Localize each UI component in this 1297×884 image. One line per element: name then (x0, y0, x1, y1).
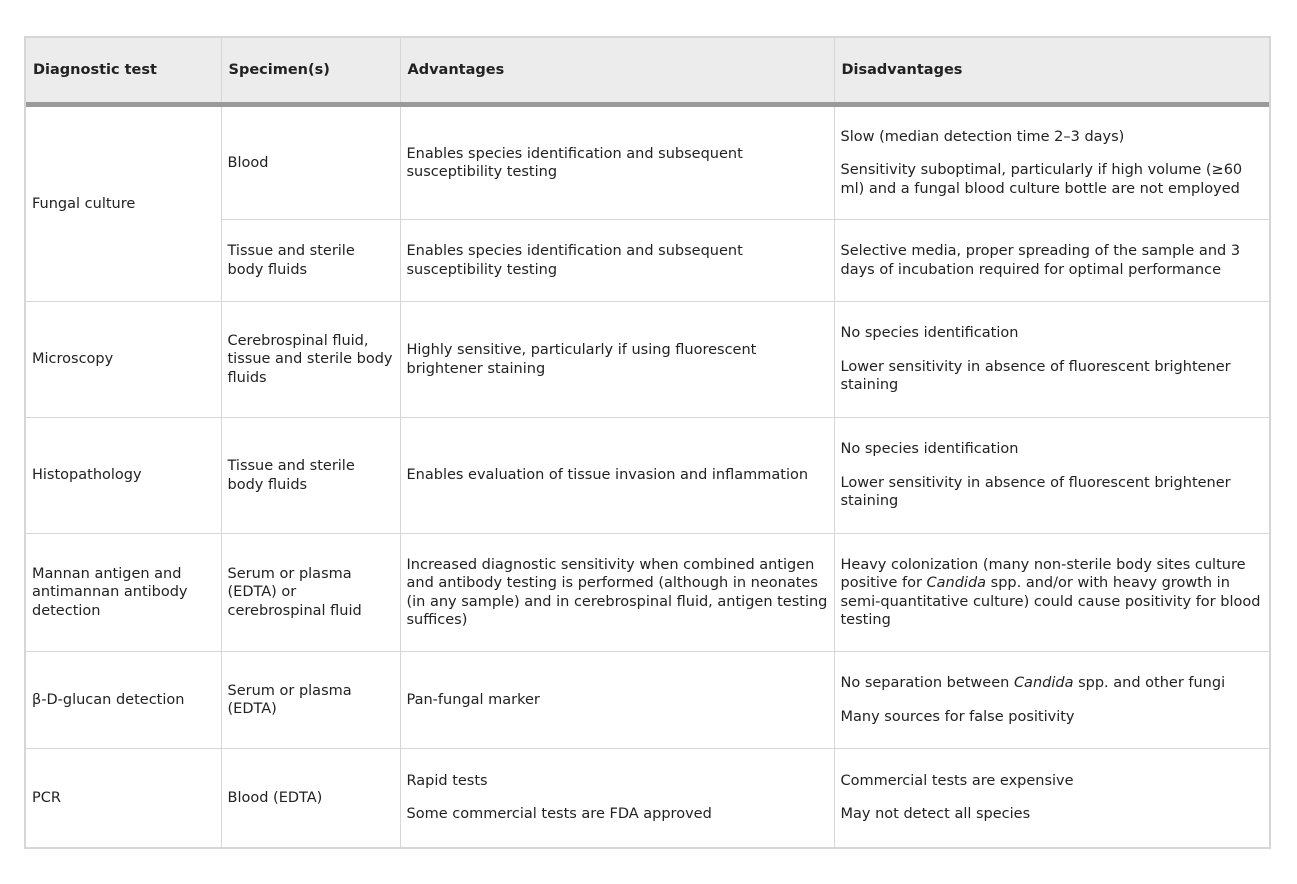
disadvantage-item: Sensitivity suboptimal, particularly if high volume (≥60 ml) and a fungal blood culture bottle are not employed (840, 162, 1243, 197)
test-cell: Microscopy (26, 302, 221, 418)
text-span: spp. and other fungi (1073, 675, 1226, 691)
specimen-cell: Serum or plasma (EDTA) or cerebrospinal fluid (221, 534, 400, 652)
table-row (26, 534, 1269, 652)
advantages-cell: Enables species identification and subsequent susceptibility testing (400, 220, 834, 302)
test-cell: PCR (26, 749, 221, 847)
advantage-item: Rapid tests (406, 772, 488, 789)
advantage-item: Some commercial tests are FDA approved (406, 806, 712, 823)
disadvantages-cell: Selective media, proper spreading of the sample and 3 days of incubation required for optimal performance (834, 220, 1269, 302)
disadvantage-item: Lower sensitivity in absence of fluorescent brightener staining (840, 474, 1231, 510)
text-span: Heavy colonization (many non-sterile body sites culture positive for (840, 556, 1246, 591)
disadvantage-item: No species identification (840, 325, 1019, 342)
table-row (26, 105, 1269, 220)
test-cell: Fungal culture (26, 105, 221, 302)
disadvantage-item: Many sources for false positivity (840, 708, 1075, 725)
header-disadvantages: Disadvantages (834, 38, 1269, 105)
specimen-cell: Cerebrospinal fluid, tissue and sterile body fluids (221, 302, 400, 418)
diagnostic-table-container (24, 36, 1271, 849)
disadvantages-cell (834, 534, 1269, 652)
test-cell: Histopathology (26, 418, 221, 534)
advantages-cell: Pan-fungal marker (400, 652, 834, 749)
header-specimens: Specimen(s) (221, 38, 400, 105)
specimen-cell: Blood (221, 105, 400, 220)
disadvantage-item: No species identification (840, 441, 1019, 458)
disadvantage-item: Slow (median detection time 2–3 days) (840, 128, 1125, 145)
header-diagnostic-test: Diagnostic test (26, 38, 221, 105)
advantages-cell: Highly sensitive, particularly if using fluorescent brightener staining (400, 302, 834, 418)
disadvantage-item: Commercial tests are expensive (840, 772, 1074, 789)
specimen-cell: Tissue and sterile body fluids (221, 418, 400, 534)
advantages-cell (400, 749, 834, 847)
text-span: spp. and/or with heavy growth in semi-quantitative culture) could cause positivity for blood testing (840, 575, 1261, 628)
table-row (26, 749, 1269, 847)
italic-genus: Candida (926, 575, 987, 591)
table-row (26, 418, 1269, 534)
header-advantages: Advantages (400, 38, 834, 105)
disadvantage-item (841, 674, 1264, 693)
text-span: No separation between (840, 675, 1014, 691)
disadvantages-cell (834, 652, 1269, 749)
test-cell: Mannan antigen and antimannan antibody detection (26, 534, 221, 652)
disadvantages-cell (834, 302, 1269, 418)
italic-genus: Candida (1013, 675, 1074, 691)
test-cell: β-D-glucan detection (26, 652, 221, 749)
advantages-cell: Enables evaluation of tissue invasion and inflammation (400, 418, 834, 534)
table-row (26, 652, 1269, 749)
table-header-row (26, 38, 1269, 105)
disadvantages-cell (834, 749, 1269, 847)
disadvantage-item: May not detect all species (840, 806, 1031, 823)
diagnostic-tests-table (26, 38, 1269, 847)
specimen-cell: Blood (EDTA) (221, 749, 400, 847)
advantages-cell: Enables species identification and subsequent susceptibility testing (400, 105, 834, 220)
specimen-cell: Tissue and sterile body fluids (221, 220, 400, 302)
advantages-cell: Increased diagnostic sensitivity when combined antigen and antibody testing is performed (although in neonates (in any sample) and in cerebrospinal fluid, antigen testing suffices) (400, 534, 834, 652)
disadvantages-cell (834, 105, 1269, 220)
specimen-cell: Serum or plasma (EDTA) (221, 652, 400, 749)
disadvantages-cell (834, 418, 1269, 534)
table-row (26, 302, 1269, 418)
disadvantage-item: Lower sensitivity in absence of fluorescent brightener staining (840, 358, 1231, 394)
